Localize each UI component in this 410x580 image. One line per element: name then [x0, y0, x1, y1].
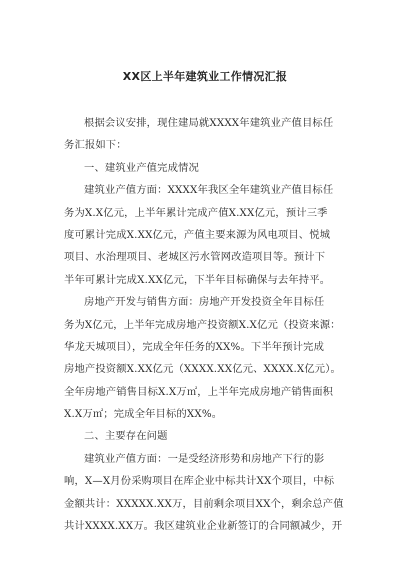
- body-line: 度可累计完成X.XX亿元，产值主要来源为风电项目、悦城: [64, 228, 331, 241]
- body-line: 务为X亿元，上半年完成房地产投资额X.X亿元（投资来源：: [64, 318, 341, 331]
- body-line: 务汇报如下：: [64, 139, 127, 152]
- body-line: 建筑业产值方面：一是受经济形势和房地产下行的影: [84, 452, 325, 465]
- body-line: 务为X.X亿元，上半年累计完成产值X.XX亿元，预计三季: [64, 206, 328, 219]
- body-line: 建筑业产值方面：XXXX年我区全年建筑业产值目标任: [84, 184, 334, 197]
- body-line: 房地产开发与销售方面：房地产开发投资全年目标任: [84, 296, 325, 309]
- body-line: 华龙天城项目），完成全年任务的XX%。下半年预计完成: [64, 340, 325, 353]
- body-line: 响，X—X月份采购项目在库企业中标共计XX个项目，中标: [64, 475, 335, 488]
- body-line: 共计XXXX.XX万。我区建筑业企业新签订的合同额减少，开: [64, 520, 343, 533]
- section-heading: 一、建筑业产值完成情况: [84, 161, 199, 174]
- body-line: 根据会议安排，现住建局就XXXX年建筑业产值目标任: [84, 117, 334, 129]
- section-heading: 二、主要存在问题: [84, 430, 168, 443]
- body-line: 房地产投资额X.XX亿元（XXXX.XX亿元、XXXX.X亿元）。: [64, 363, 341, 376]
- body-line: 项目、水治理项目、老城区污水管网改造项目等。预计下: [64, 251, 326, 264]
- body-line: 金额共计：XXXXX.XX万，目前剩余项目XX个，剩余总产值: [64, 497, 344, 510]
- body-line: 半年可累计完成X.XX亿元，下半年目标确保与去年持平。: [64, 273, 331, 286]
- body-line: 全年房地产销售目标X.X万㎡，上半年完成房地产销售面积: [64, 385, 334, 398]
- document-title: XX区上半年建筑业工作情况汇报: [122, 70, 288, 83]
- document-body: [64, 112, 348, 537]
- body-line: X.X万㎡；完成全年目标的XX%。: [64, 408, 223, 421]
